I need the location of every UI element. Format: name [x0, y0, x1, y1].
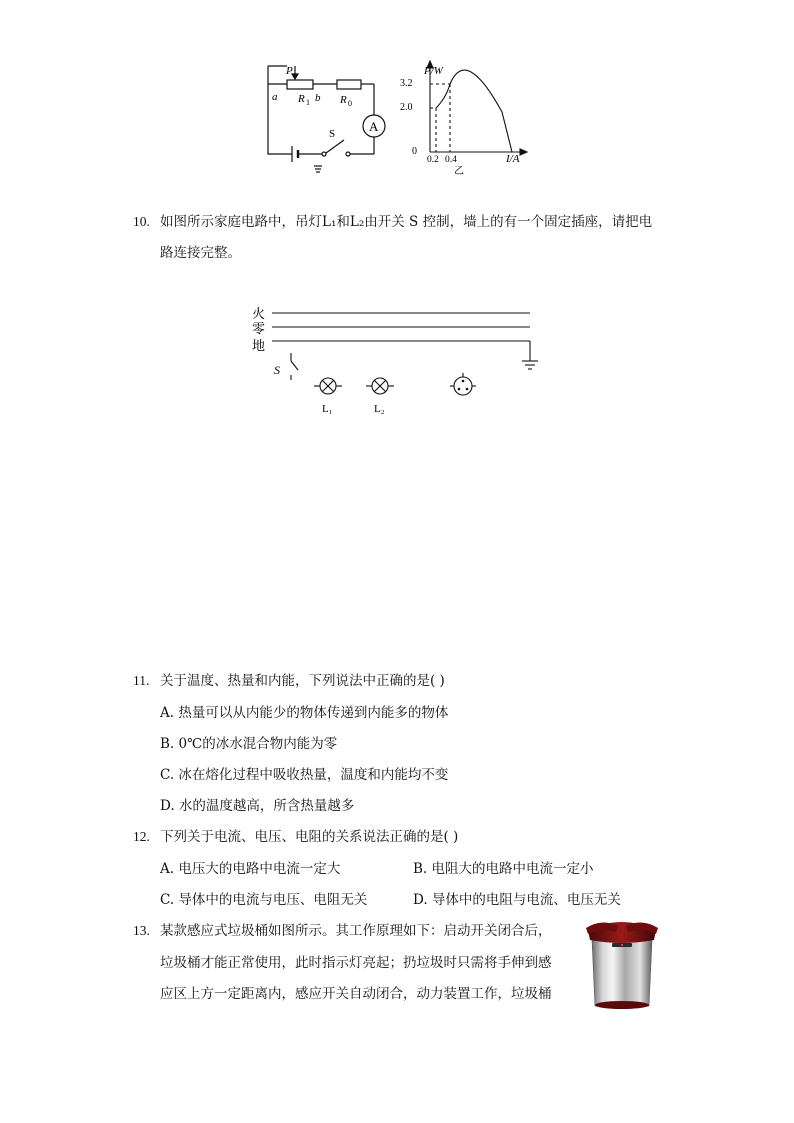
graph-y-tick-low: 2.0: [400, 102, 413, 113]
ground-wire-label: 地: [252, 338, 266, 353]
circuit-label-r0-sub: 0: [348, 99, 352, 108]
q12-stem: 下列关于电流、电压、电阻的关系说法正确的是( ): [160, 829, 459, 845]
lamp2-label: L₂: [374, 403, 385, 415]
neutral-wire-label: 零: [252, 321, 266, 336]
q12-number: 12.: [133, 829, 150, 844]
graph-x-tick-b: 0.4: [445, 155, 457, 165]
graph-origin: 0: [412, 146, 417, 157]
q11-stem: 关于温度、热量和内能，下列说法中正确的是( ): [160, 673, 445, 689]
q9-power-current-graph: [394, 58, 534, 178]
q11-option-b[interactable]: B. 0℃的冰水混合物内能为零: [160, 736, 338, 752]
graph-caption: 乙: [454, 166, 464, 177]
q10-stem-line2: 路连接完整。: [160, 245, 241, 261]
circuit-label-a: a: [272, 91, 278, 103]
q12-option-b[interactable]: B. 电阻大的电路中电流一定小: [413, 861, 594, 877]
q11-number: 11.: [133, 673, 150, 688]
live-wire-label: 火: [252, 306, 266, 321]
q9-circuit-figure: [262, 58, 392, 178]
q12-option-c[interactable]: C. 导体中的电流与电压、电阻无关: [160, 892, 368, 908]
circuit-label-ammeter: A: [369, 119, 379, 134]
q13-stem-line3: 应区上方一定距离内，感应开关自动闭合，动力装置工作，垃圾桶: [160, 986, 552, 1002]
circuit-label-switch: S: [329, 128, 336, 140]
q11-option-a[interactable]: A. 热量可以从内能少的物体传递到内能多的物体: [160, 705, 449, 721]
graph-y-tick-high: 3.2: [400, 78, 413, 89]
q13-stem-line2: 垃圾桶才能正常使用，此时指示灯亮起；扔垃圾时只需将手伸到感: [160, 955, 552, 971]
circuit-label-p: P: [286, 65, 293, 77]
switch-label: S: [274, 363, 280, 377]
q11-option-d[interactable]: D. 水的温度越高，所含热量越多: [160, 798, 355, 814]
q13-number: 13.: [133, 923, 150, 938]
q10-home-circuit-figure: [248, 300, 548, 420]
q10-number: 10.: [133, 214, 150, 229]
sensor-trash-bin-image: [582, 916, 662, 1012]
graph-x-tick-a: 0.2: [427, 155, 439, 165]
q12-option-d[interactable]: D. 导体中的电阻与电流、电压无关: [413, 892, 621, 908]
circuit-label-r1-sub: 1: [306, 98, 310, 107]
q13-stem-line1: 某款感应式垃圾桶如图所示。其工作原理如下：启动开关闭合后，: [160, 923, 552, 939]
lamp1-label: L₁: [322, 403, 333, 415]
q10-stem-line1: 如图所示家庭电路中，吊灯L₁和L₂由开关 S 控制，墙上的有一个固定插座，请把电: [160, 214, 653, 230]
q11-option-c[interactable]: C. 冰在熔化过程中吸收热量，温度和内能均不变: [160, 767, 449, 783]
q12-option-a[interactable]: A. 电压大的电路中电流一定大: [160, 861, 341, 877]
graph-x-axis-label: I/A: [506, 153, 520, 165]
circuit-label-r1: R: [298, 93, 305, 105]
graph-y-axis-label: P/W: [424, 65, 443, 77]
circuit-label-b: b: [315, 92, 321, 104]
circuit-label-r0: R: [340, 94, 347, 106]
